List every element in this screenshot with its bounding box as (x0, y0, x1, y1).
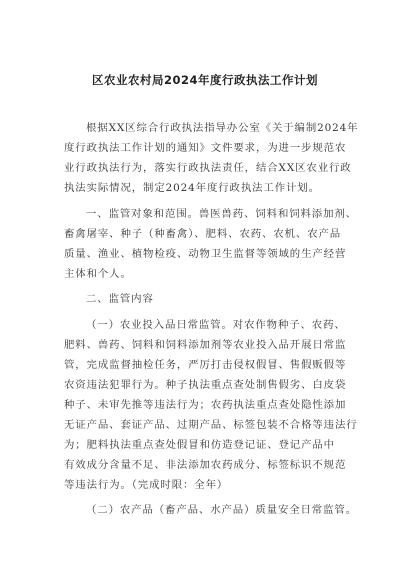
paragraph-scope (64, 204, 356, 284)
document-title: 区农业农村局2024年度行政执法工作计划 (91, 73, 318, 87)
text-line: 畜禽屠宰、种子（种畜禽）、肥料、农药、农机、农产品 (64, 227, 342, 240)
text-line: 执法实际情况，制定2024年度行政执法工作计划。 (64, 182, 320, 194)
text-line: 种子、未审先推等违法行为；农药执法重点查处隐性添加 (64, 398, 347, 411)
text-line: 有效成分含量不足、非法添加农药成分、标签标识不规范 (64, 458, 347, 471)
text-line: 质量、渔业、植物检疫、动物卫生监督等领域的生产经营 (64, 247, 347, 260)
text-line: 等违法行为。（完成时限：全年） (64, 478, 229, 491)
text-line: （二）农产品（畜产品、水产品）质量安全日常监管。 (86, 504, 357, 516)
paragraph-intro (64, 118, 359, 198)
text-line: 农资违法犯罪行为。种子执法重点查处制售假劣、白皮袋 (64, 378, 347, 391)
text-line: 业行政执法行为，落实行政执法责任，结合XX区农业行政 (64, 162, 352, 174)
text-line: 根据XX区综合行政执法指导办公室《关于编制2024年 (86, 122, 359, 134)
text-line: 度行政执法工作计划的通知》文件要求，为进一步规范农 (64, 142, 347, 154)
text-line: 二、监管内容 (86, 293, 154, 305)
text-line: 肥料、兽药、饲料和饲料添加剂等农业投入品开展日常监 (64, 338, 347, 351)
text-line: 无证产品、套证产品、过期产品、标签包装不合格等违法行 (64, 418, 358, 431)
section-heading (64, 289, 356, 309)
text-line: 管，完成监督抽检任务，严厉打击侵权假冒、售假贩假等 (64, 358, 347, 371)
paragraph-product-quality (64, 500, 356, 520)
document-body (64, 118, 359, 520)
text-line: 一、监管对象和范围。兽医兽药、饲料和饲料添加剂、 (86, 207, 357, 220)
paragraph-inputs-supervision (64, 315, 356, 495)
text-line: 主体和个人。 (64, 267, 132, 280)
text-line: （一）农业投入品日常监管。对农作物种子、农药、 (86, 318, 346, 331)
text-line: 为；肥料执法重点查处假冒和仿造登记证、登记产品中 (64, 438, 335, 451)
